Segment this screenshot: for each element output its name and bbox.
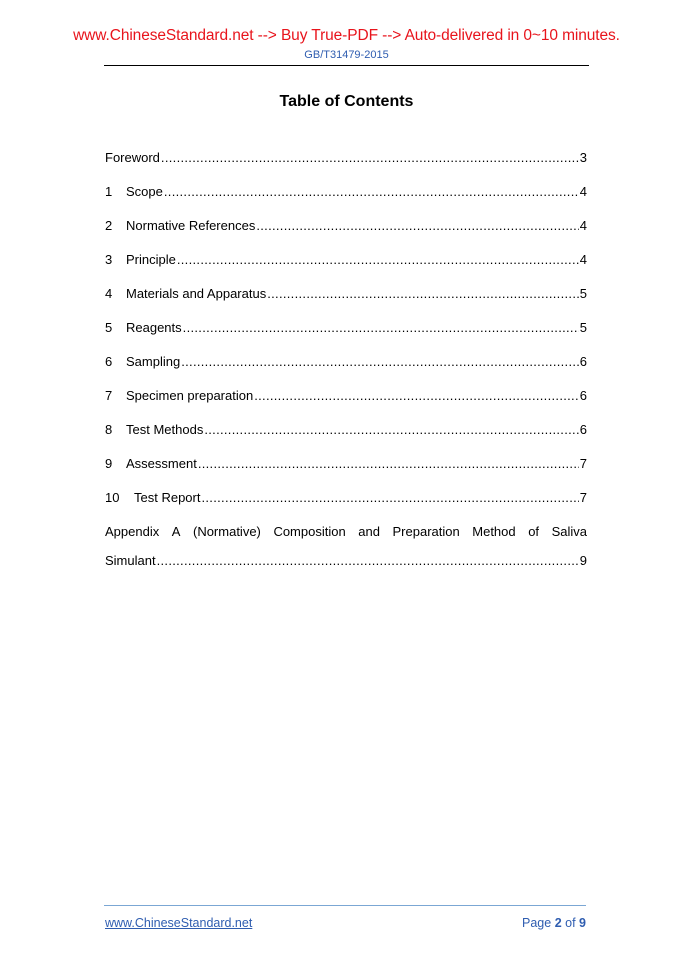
toc-entry-page: 9 <box>579 553 587 568</box>
toc-entry-page: 6 <box>579 422 587 437</box>
toc-entry-sampling[interactable] <box>105 354 587 388</box>
toc-entry-label: Principle <box>126 252 176 267</box>
toc-entry-page: 4 <box>579 252 587 267</box>
appendix-word: Preparation <box>392 524 460 539</box>
toc-leader <box>161 150 579 165</box>
toc-entry-page: 7 <box>579 490 587 505</box>
toc-leader <box>204 422 578 437</box>
toc-entry-page: 5 <box>579 286 587 301</box>
toc-leader <box>198 456 579 471</box>
toc-entry-page: 7 <box>579 456 587 471</box>
toc-entry-page: 5 <box>579 320 587 335</box>
toc-entry-foreword[interactable] <box>105 150 587 184</box>
toc-entry-label: Materials and Apparatus <box>126 286 267 301</box>
toc-leader <box>254 388 579 403</box>
toc-entry-label: Specimen preparation <box>126 388 254 403</box>
appendix-title-continuation <box>105 553 587 583</box>
toc-leader <box>267 286 579 301</box>
appendix-word: of <box>528 524 540 539</box>
toc-entry-number: 1 <box>105 184 113 199</box>
toc-leader <box>181 354 579 369</box>
toc-entry-number: 4 <box>105 286 113 301</box>
appendix-title-line <box>105 524 587 553</box>
toc-leader <box>164 184 579 199</box>
toc-entry-label: Simulant <box>105 553 156 568</box>
toc-entry-label: Normative References <box>126 218 256 233</box>
toc-entry-number: 5 <box>105 320 113 335</box>
toc-leader <box>183 320 579 335</box>
toc-entry-label: Reagents <box>126 320 182 335</box>
page-current: 2 <box>554 916 562 930</box>
toc-leader <box>201 490 578 505</box>
toc-entry-page: 4 <box>579 218 587 233</box>
page-total: 9 <box>579 916 586 930</box>
toc-entry-page: 6 <box>579 388 587 403</box>
toc-entry-label: Foreword <box>105 150 160 165</box>
toc-entry-label: Test Report <box>134 490 201 505</box>
toc-entry-label: Scope <box>126 184 163 199</box>
toc-entry-page: 6 <box>579 354 587 369</box>
toc-entry-principle[interactable] <box>105 252 587 286</box>
toc-leader <box>157 553 579 568</box>
header-divider <box>104 65 589 66</box>
toc-entry-number: 7 <box>105 388 113 403</box>
toc-entry-number: 3 <box>105 252 113 267</box>
appendix-word: and <box>358 524 380 539</box>
toc-entry-materials-and-apparatus[interactable] <box>105 286 587 320</box>
table-of-contents <box>105 150 587 583</box>
footer-website-link[interactable]: www.ChineseStandard.net <box>105 916 253 930</box>
page-indicator <box>522 916 586 930</box>
toc-entry-number: 10 <box>105 490 120 505</box>
appendix-word: (Normative) <box>192 524 261 539</box>
toc-entry-normative-references[interactable] <box>105 218 587 252</box>
toc-entry-scope[interactable] <box>105 184 587 218</box>
standard-code: GB/T31479-2015 <box>304 49 389 61</box>
promo-banner: www.ChineseStandard.net --> Buy True-PDF --> Auto-delivered in 0~10 minutes. <box>73 27 620 44</box>
toc-entry-appendix-a[interactable] <box>105 524 587 583</box>
appendix-word: Appendix <box>105 524 160 539</box>
toc-entry-label: Sampling <box>126 354 181 369</box>
toc-leader <box>177 252 579 267</box>
footer-divider <box>104 905 586 906</box>
toc-entry-number: 8 <box>105 422 113 437</box>
toc-entry-test-methods[interactable] <box>105 422 587 456</box>
toc-entry-number: 2 <box>105 218 113 233</box>
toc-entry-reagents[interactable] <box>105 320 587 354</box>
appendix-word: A <box>171 524 181 539</box>
appendix-word: Saliva <box>551 524 587 539</box>
toc-entry-label: Test Methods <box>126 422 204 437</box>
toc-entry-label: Assessment <box>126 456 197 471</box>
appendix-word: Method <box>472 524 516 539</box>
toc-entry-page: 4 <box>579 184 587 199</box>
toc-title: Table of Contents <box>279 93 414 110</box>
toc-entry-specimen-preparation[interactable] <box>105 388 587 422</box>
toc-entry-test-report[interactable] <box>105 490 587 524</box>
toc-entry-number: 9 <box>105 456 113 471</box>
appendix-word: Composition <box>273 524 346 539</box>
toc-entry-number: 6 <box>105 354 113 369</box>
toc-entry-assessment[interactable] <box>105 456 587 490</box>
page-prefix: Page <box>522 916 552 930</box>
toc-entry-page: 3 <box>579 150 587 165</box>
page-of: of <box>565 916 576 930</box>
toc-leader <box>256 218 578 233</box>
